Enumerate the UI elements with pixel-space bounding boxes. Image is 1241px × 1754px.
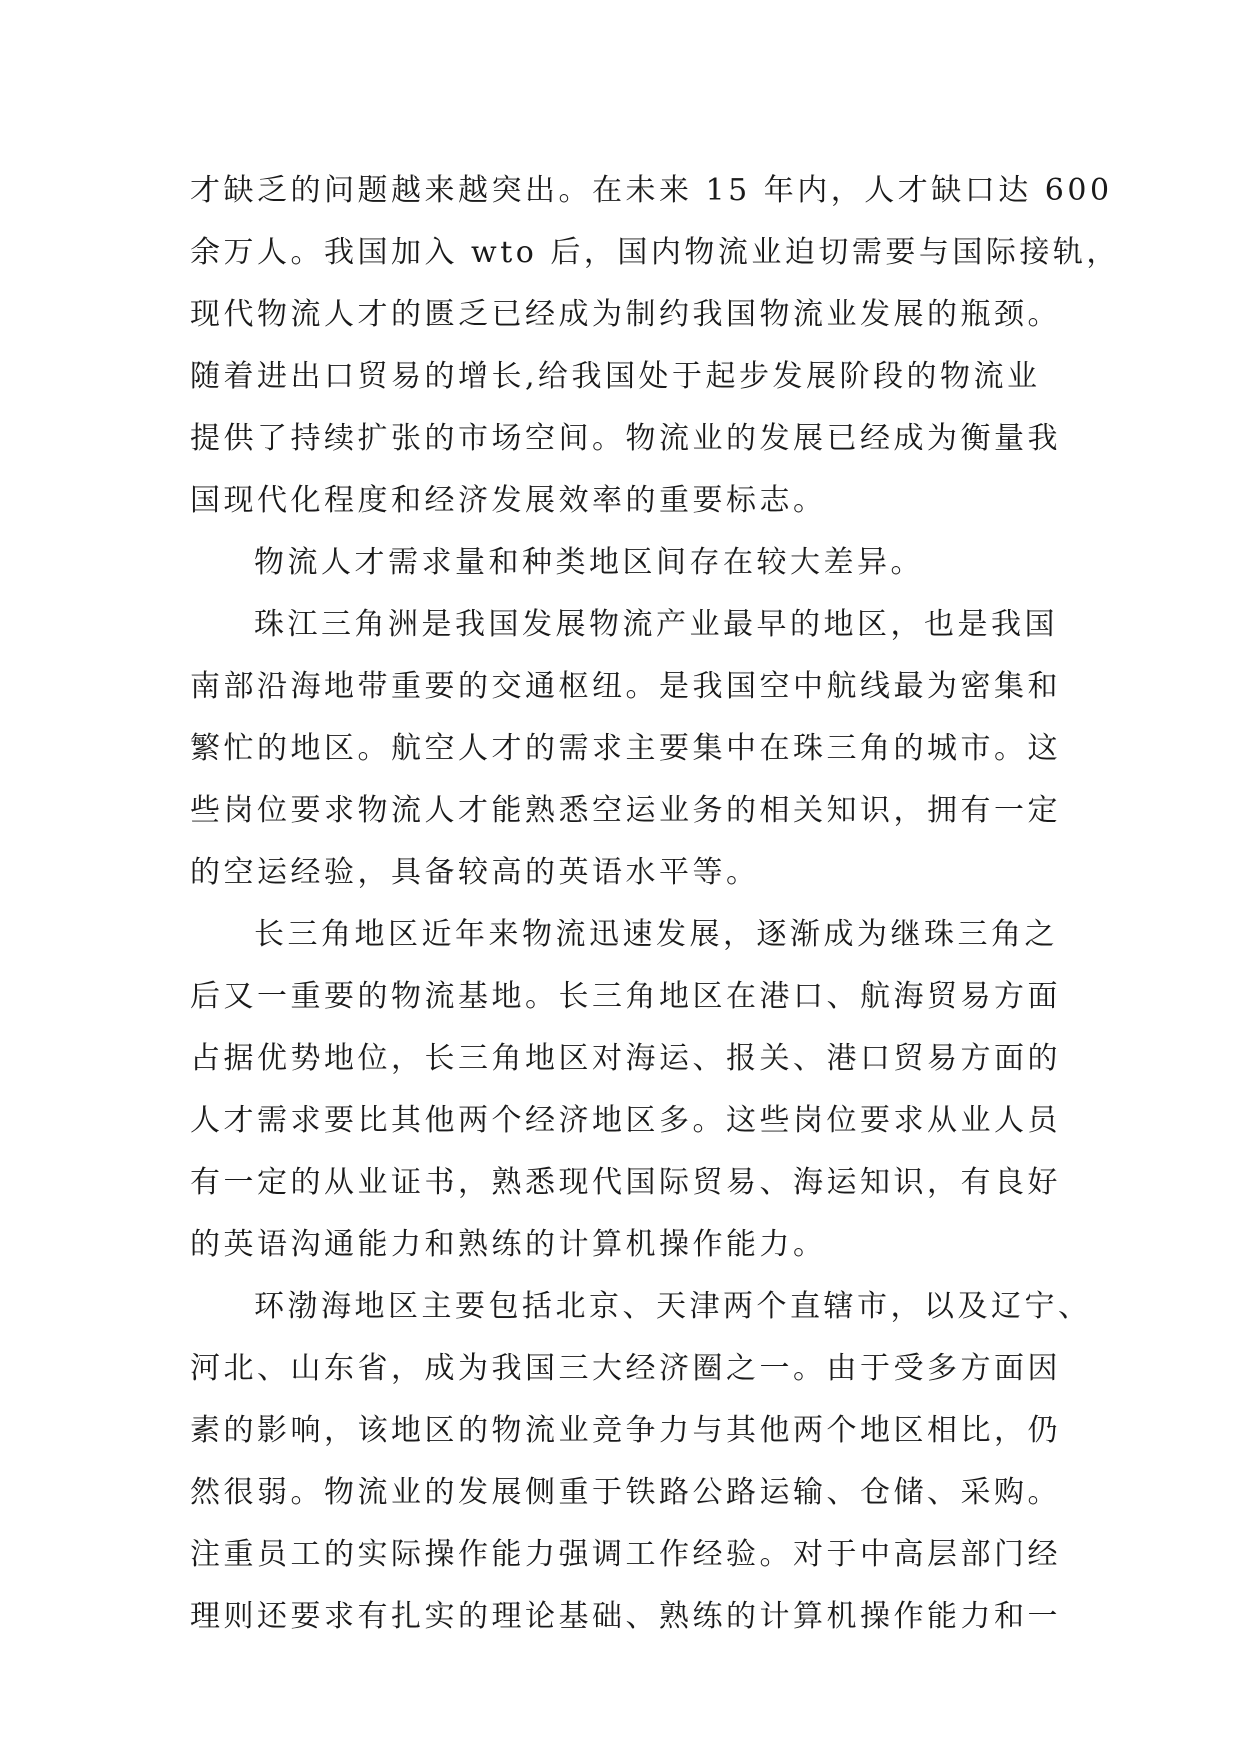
text-line: 注重员工的实际操作能力强调工作经验。对于中高层部门经 <box>190 1537 1061 1572</box>
text-line: 随着进出口贸易的增长,给我国处于起步发展阶段的物流业 <box>190 359 1041 394</box>
text-line: 有一定的从业证书，熟悉现代国际贸易、海运知识，有良好 <box>190 1165 1061 1200</box>
text-line: 繁忙的地区。航空人才的需求主要集中在珠三角的城市。这 <box>190 731 1061 766</box>
text-line: 然很弱。物流业的发展侧重于铁路公路运输、仓储、采购。 <box>190 1475 1061 1510</box>
paragraph-start: 环渤海地区主要包括北京、天津两个直辖市，以及辽宁、 <box>254 1289 1092 1324</box>
text-line: 占据优势地位，长三角地区对海运、报关、港口贸易方面的 <box>190 1041 1061 1076</box>
paragraph-start: 长三角地区近年来物流迅速发展，逐渐成为继珠三角之 <box>254 917 1058 952</box>
text-line: 后又一重要的物流基地。长三角地区在港口、航海贸易方面 <box>190 979 1061 1014</box>
text-line: 素的影响，该地区的物流业竞争力与其他两个地区相比，仍 <box>190 1413 1061 1448</box>
text-line: 国现代化程度和经济发展效率的重要标志。 <box>190 483 827 518</box>
text-line: 现代物流人才的匮乏已经成为制约我国物流业发展的瓶颈。 <box>190 297 1061 332</box>
text-line: 的英语沟通能力和熟练的计算机操作能力。 <box>190 1227 827 1262</box>
text-line: 提供了持续扩张的市场空间。物流业的发展已经成为衡量我 <box>190 421 1061 456</box>
text-line: 人才需求要比其他两个经济地区多。这些岗位要求从业人员 <box>190 1103 1061 1138</box>
text-line: 河北、山东省，成为我国三大经济圈之一。由于受多方面因 <box>190 1351 1061 1386</box>
text-line: 南部沿海地带重要的交通枢纽。是我国空中航线最为密集和 <box>190 669 1061 704</box>
text-line: 余万人。我国加入 wto 后，国内物流业迫切需要与国际接轨， <box>190 235 1120 270</box>
paragraph-start: 珠江三角洲是我国发展物流产业最早的地区，也是我国 <box>254 607 1058 642</box>
body-text <box>190 160 1120 1648</box>
text-line: 的空运经验，具备较高的英语水平等。 <box>190 855 760 890</box>
paragraph-heading: 物流人才需求量和种类地区间存在较大差异。 <box>254 545 924 580</box>
text-line: 理则还要求有扎实的理论基础、熟练的计算机操作能力和一 <box>190 1599 1061 1634</box>
text-line: 些岗位要求物流人才能熟悉空运业务的相关知识，拥有一定 <box>190 793 1061 828</box>
text-line: 才缺乏的问题越来越突出。在未来 15 年内，人才缺口达 600 <box>190 173 1113 208</box>
